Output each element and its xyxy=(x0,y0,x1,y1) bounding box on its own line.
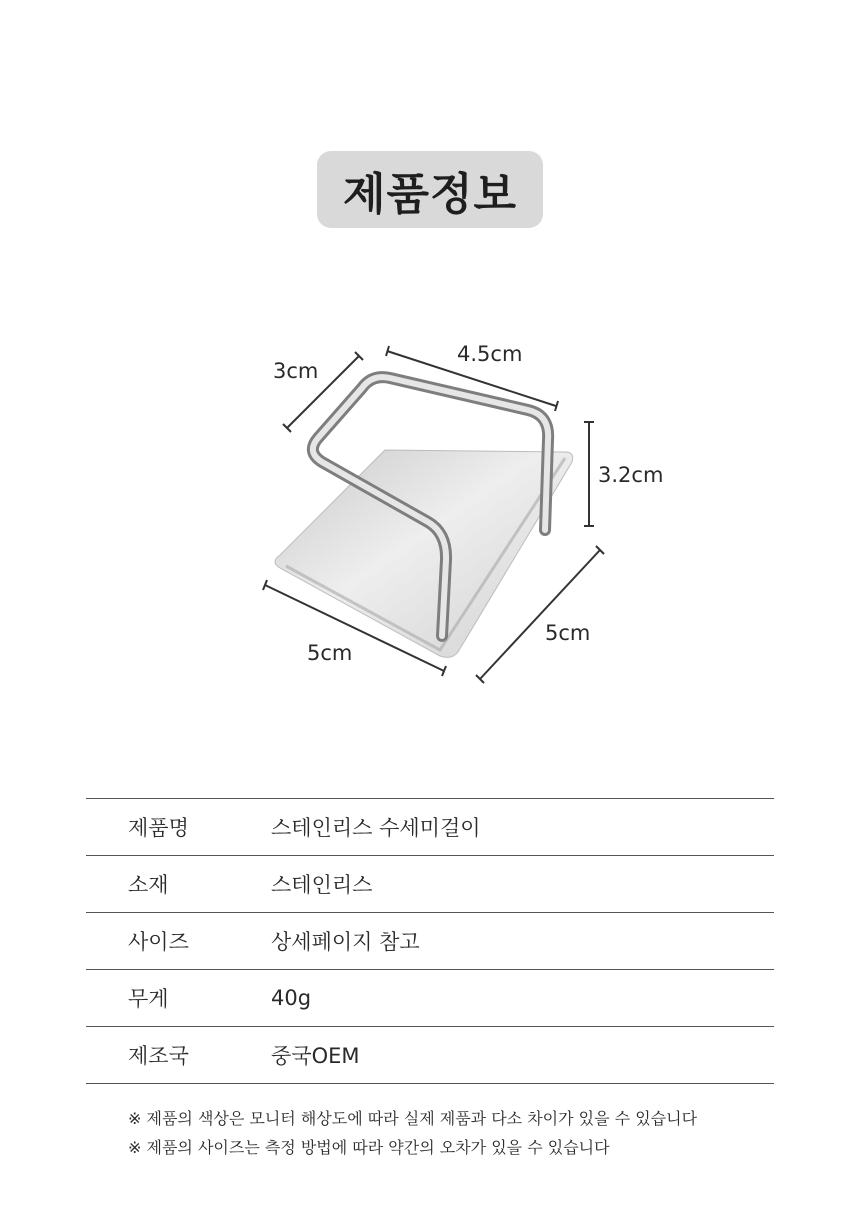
spec-key: 제조국 xyxy=(128,1044,189,1068)
table-row xyxy=(86,856,774,913)
note-size: ※ 제품의 사이즈는 측정 방법에 따라 약간의 오차가 있을 수 있습니다 xyxy=(128,1138,610,1157)
spec-value: 상세페이지 참고 xyxy=(271,930,420,954)
depth-label: 3cm xyxy=(273,359,319,383)
notes xyxy=(128,1104,697,1162)
spec-value: 40g xyxy=(271,986,312,1010)
spec-key: 사이즈 xyxy=(128,930,189,954)
height-label: 3.2cm xyxy=(598,463,664,487)
table-row xyxy=(86,799,774,856)
spec-value: 스테인리스 수세미걸이 xyxy=(271,816,481,840)
spec-key: 제품명 xyxy=(128,816,189,840)
spec-value: 중국OEM xyxy=(271,1044,360,1068)
base-right-label: 5cm xyxy=(545,621,591,645)
table-row xyxy=(86,970,774,1027)
width-label: 4.5cm xyxy=(457,342,523,366)
spec-table xyxy=(86,798,774,1084)
spec-key: 무게 xyxy=(128,987,169,1011)
base-left-label: 5cm xyxy=(307,641,353,665)
spec-key: 소재 xyxy=(128,873,169,897)
spec-value: 스테인리스 xyxy=(271,873,373,897)
table-row xyxy=(86,1027,774,1084)
table-row xyxy=(86,913,774,970)
note-color: ※ 제품의 색상은 모니터 해상도에 따라 실제 제품과 다소 차이가 있을 수 있습니다 xyxy=(128,1109,698,1128)
page-title: 제품정보 xyxy=(342,168,517,220)
